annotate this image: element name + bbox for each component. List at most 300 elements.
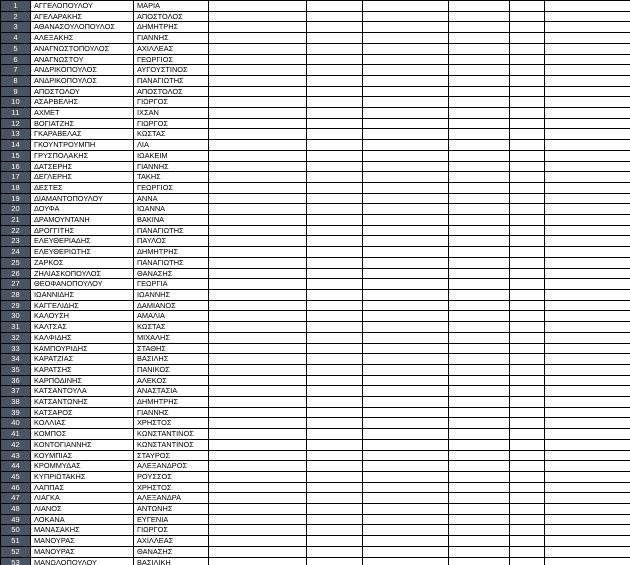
cell-empty[interactable] xyxy=(545,354,630,365)
cell-empty[interactable] xyxy=(449,150,510,161)
cell-surname[interactable]: ΓΚΑΡΑΒΕΛΑΣ xyxy=(31,129,134,140)
cell-empty[interactable] xyxy=(363,129,449,140)
cell-empty[interactable] xyxy=(363,236,449,247)
cell-surname[interactable]: ΚΥΠΡΙΩΤΑΚΗΣ xyxy=(31,471,134,482)
row-header[interactable]: 38 xyxy=(1,397,31,408)
cell-empty[interactable] xyxy=(209,257,307,268)
cell-first-name[interactable]: ΣΤΑΥΡΟΣ xyxy=(134,450,209,461)
cell-empty[interactable] xyxy=(510,140,545,151)
cell-first-name[interactable]: ΛΙΑ xyxy=(134,140,209,151)
cell-first-name[interactable]: ΓΕΩΡΓΙΟΣ xyxy=(134,54,209,65)
cell-empty[interactable] xyxy=(449,525,510,536)
cell-first-name[interactable]: ΔΗΜΗΤΡΗΣ xyxy=(134,247,209,258)
cell-empty[interactable] xyxy=(363,140,449,151)
cell-empty[interactable] xyxy=(209,268,307,279)
row-header[interactable]: 45 xyxy=(1,471,31,482)
cell-empty[interactable] xyxy=(545,343,630,354)
row-header[interactable]: 20 xyxy=(1,204,31,215)
row-header[interactable]: 36 xyxy=(1,375,31,386)
cell-empty[interactable] xyxy=(307,536,363,547)
cell-surname[interactable]: ΜΑΝΩΛΟΠΟΥΛΟΥ xyxy=(31,557,134,565)
cell-empty[interactable] xyxy=(363,332,449,343)
cell-empty[interactable] xyxy=(307,493,363,504)
cell-first-name[interactable]: ΑΠΟΣΤΟΛΟΣ xyxy=(134,86,209,97)
cell-empty[interactable] xyxy=(510,493,545,504)
cell-empty[interactable] xyxy=(307,75,363,86)
cell-surname[interactable]: ΛΙΑΝΟΣ xyxy=(31,504,134,515)
cell-empty[interactable] xyxy=(363,386,449,397)
cell-empty[interactable] xyxy=(545,289,630,300)
cell-first-name[interactable]: ΑΝΤΩΝΗΣ xyxy=(134,504,209,515)
cell-empty[interactable] xyxy=(307,546,363,557)
cell-empty[interactable] xyxy=(209,514,307,525)
row-header[interactable]: 14 xyxy=(1,140,31,151)
cell-empty[interactable] xyxy=(545,407,630,418)
cell-empty[interactable] xyxy=(449,482,510,493)
cell-empty[interactable] xyxy=(449,161,510,172)
row-header[interactable]: 13 xyxy=(1,129,31,140)
cell-first-name[interactable]: ΓΕΩΡΓΙΑ xyxy=(134,279,209,290)
cell-surname[interactable]: ΑΓΓΕΛΟΠΟΥΛΟΥ xyxy=(31,1,134,12)
cell-empty[interactable] xyxy=(545,386,630,397)
cell-surname[interactable]: ΛΟΚΑΝΑ xyxy=(31,514,134,525)
cell-empty[interactable] xyxy=(363,450,449,461)
cell-first-name[interactable]: ΑΜΑΛΙΑ xyxy=(134,311,209,322)
cell-empty[interactable] xyxy=(363,161,449,172)
cell-empty[interactable] xyxy=(363,182,449,193)
cell-empty[interactable] xyxy=(363,375,449,386)
cell-empty[interactable] xyxy=(510,461,545,472)
cell-empty[interactable] xyxy=(545,11,630,22)
cell-empty[interactable] xyxy=(209,439,307,450)
cell-empty[interactable] xyxy=(363,118,449,129)
cell-empty[interactable] xyxy=(363,397,449,408)
cell-empty[interactable] xyxy=(363,204,449,215)
cell-empty[interactable] xyxy=(209,482,307,493)
cell-empty[interactable] xyxy=(449,182,510,193)
cell-surname[interactable]: ΑΝΔΡΙΚΟΠΟΥΛΟΣ xyxy=(31,75,134,86)
cell-empty[interactable] xyxy=(307,450,363,461)
cell-empty[interactable] xyxy=(545,215,630,226)
cell-empty[interactable] xyxy=(545,161,630,172)
row-header[interactable]: 1 xyxy=(1,1,31,12)
cell-empty[interactable] xyxy=(545,140,630,151)
cell-empty[interactable] xyxy=(363,86,449,97)
cell-empty[interactable] xyxy=(510,289,545,300)
cell-empty[interactable] xyxy=(307,257,363,268)
cell-empty[interactable] xyxy=(363,65,449,76)
cell-empty[interactable] xyxy=(209,236,307,247)
cell-empty[interactable] xyxy=(545,332,630,343)
cell-empty[interactable] xyxy=(545,429,630,440)
cell-first-name[interactable]: ΒΑΣΙΛΗΣ xyxy=(134,354,209,365)
cell-surname[interactable]: ΑΓΕΛΑΡΑΚΗΣ xyxy=(31,11,134,22)
cell-empty[interactable] xyxy=(307,525,363,536)
row-header[interactable]: 12 xyxy=(1,118,31,129)
cell-first-name[interactable]: ΔΑΜΙΑΝΟΣ xyxy=(134,300,209,311)
cell-surname[interactable]: ΔΕΣΤΕΣ xyxy=(31,182,134,193)
cell-empty[interactable] xyxy=(307,43,363,54)
cell-first-name[interactable]: ΚΩΣΤΑΣ xyxy=(134,129,209,140)
cell-first-name[interactable]: ΓΙΩΡΓΟΣ xyxy=(134,118,209,129)
cell-empty[interactable] xyxy=(209,354,307,365)
cell-empty[interactable] xyxy=(545,279,630,290)
row-header[interactable]: 25 xyxy=(1,257,31,268)
cell-empty[interactable] xyxy=(545,557,630,565)
cell-empty[interactable] xyxy=(449,332,510,343)
cell-first-name[interactable]: ΠΑΥΛΟΣ xyxy=(134,236,209,247)
cell-empty[interactable] xyxy=(209,172,307,183)
cell-empty[interactable] xyxy=(307,279,363,290)
cell-first-name[interactable]: ΒΑΚΙΝΑ xyxy=(134,215,209,226)
cell-empty[interactable] xyxy=(510,11,545,22)
cell-empty[interactable] xyxy=(307,1,363,12)
row-header[interactable]: 17 xyxy=(1,172,31,183)
cell-empty[interactable] xyxy=(449,257,510,268)
cell-empty[interactable] xyxy=(209,247,307,258)
cell-empty[interactable] xyxy=(510,354,545,365)
cell-empty[interactable] xyxy=(307,204,363,215)
cell-empty[interactable] xyxy=(510,557,545,565)
cell-empty[interactable] xyxy=(510,54,545,65)
cell-empty[interactable] xyxy=(449,375,510,386)
cell-first-name[interactable]: ΑΛΕΞΑΝΔΡΑ xyxy=(134,493,209,504)
cell-empty[interactable] xyxy=(510,97,545,108)
cell-empty[interactable] xyxy=(363,54,449,65)
cell-empty[interactable] xyxy=(307,54,363,65)
cell-empty[interactable] xyxy=(545,247,630,258)
cell-empty[interactable] xyxy=(307,97,363,108)
cell-surname[interactable]: ΔΙΑΜΑΝΤΟΠΟΥΛΟΥ xyxy=(31,193,134,204)
cell-empty[interactable] xyxy=(209,418,307,429)
cell-empty[interactable] xyxy=(363,514,449,525)
cell-empty[interactable] xyxy=(209,108,307,119)
cell-first-name[interactable]: ΔΗΜΗΤΡΗΣ xyxy=(134,397,209,408)
cell-empty[interactable] xyxy=(307,557,363,565)
cell-empty[interactable] xyxy=(363,439,449,450)
row-header[interactable]: 27 xyxy=(1,279,31,290)
cell-surname[interactable]: ΚΑΤΣΑΡΟΣ xyxy=(31,407,134,418)
cell-empty[interactable] xyxy=(307,354,363,365)
row-header[interactable]: 6 xyxy=(1,54,31,65)
cell-empty[interactable] xyxy=(510,86,545,97)
cell-empty[interactable] xyxy=(545,225,630,236)
cell-first-name[interactable]: ΒΑΣΙΛΙΚΗ xyxy=(134,557,209,565)
cell-empty[interactable] xyxy=(307,397,363,408)
cell-empty[interactable] xyxy=(510,429,545,440)
cell-surname[interactable]: ΚΑΤΣΑΝΤΟΥΛΑ xyxy=(31,386,134,397)
cell-empty[interactable] xyxy=(510,257,545,268)
row-header[interactable]: 7 xyxy=(1,65,31,76)
cell-empty[interactable] xyxy=(510,482,545,493)
cell-empty[interactable] xyxy=(510,247,545,258)
cell-empty[interactable] xyxy=(209,193,307,204)
row-header[interactable]: 39 xyxy=(1,407,31,418)
cell-first-name[interactable]: ΤΑΚΗΣ xyxy=(134,172,209,183)
cell-first-name[interactable]: ΚΩΣΤΑΣ xyxy=(134,322,209,333)
cell-first-name[interactable]: ΜΙΧΑΛΗΣ xyxy=(134,332,209,343)
cell-empty[interactable] xyxy=(545,322,630,333)
cell-first-name[interactable]: ΕΥΓΕΝΙΑ xyxy=(134,514,209,525)
cell-empty[interactable] xyxy=(545,97,630,108)
cell-empty[interactable] xyxy=(545,450,630,461)
cell-empty[interactable] xyxy=(449,1,510,12)
cell-empty[interactable] xyxy=(510,504,545,515)
cell-empty[interactable] xyxy=(510,343,545,354)
cell-first-name[interactable]: ΑΠΟΣΤΟΛΟΣ xyxy=(134,11,209,22)
cell-empty[interactable] xyxy=(363,557,449,565)
cell-empty[interactable] xyxy=(510,268,545,279)
cell-first-name[interactable]: ΑΝΑΣΤΑΣΙΑ xyxy=(134,386,209,397)
cell-empty[interactable] xyxy=(449,322,510,333)
cell-empty[interactable] xyxy=(449,225,510,236)
cell-empty[interactable] xyxy=(449,11,510,22)
cell-empty[interactable] xyxy=(449,439,510,450)
cell-empty[interactable] xyxy=(307,225,363,236)
cell-empty[interactable] xyxy=(545,546,630,557)
cell-empty[interactable] xyxy=(307,182,363,193)
cell-empty[interactable] xyxy=(510,311,545,322)
cell-empty[interactable] xyxy=(363,225,449,236)
cell-first-name[interactable]: ΑΛΕΞΑΝΔΡΟΣ xyxy=(134,461,209,472)
row-header[interactable]: 3 xyxy=(1,22,31,33)
cell-first-name[interactable]: ΑΥΓΟΥΣΤΙΝΟΣ xyxy=(134,65,209,76)
cell-empty[interactable] xyxy=(449,247,510,258)
cell-empty[interactable] xyxy=(363,1,449,12)
cell-empty[interactable] xyxy=(209,322,307,333)
cell-surname[interactable]: ΘΕΟΦΑΝΟΠΟΥΛΟΥ xyxy=(31,279,134,290)
cell-empty[interactable] xyxy=(545,482,630,493)
cell-empty[interactable] xyxy=(449,354,510,365)
cell-empty[interactable] xyxy=(545,536,630,547)
cell-empty[interactable] xyxy=(363,215,449,226)
cell-surname[interactable]: ΖΗΛΙΑΣΚΟΠΟΥΛΟΣ xyxy=(31,268,134,279)
cell-empty[interactable] xyxy=(510,536,545,547)
row-header[interactable]: 26 xyxy=(1,268,31,279)
cell-surname[interactable]: ΔΡΟΓΓΙΤΗΣ xyxy=(31,225,134,236)
cell-empty[interactable] xyxy=(209,54,307,65)
cell-first-name[interactable]: ΓΙΑΝΝΗΣ xyxy=(134,161,209,172)
cell-empty[interactable] xyxy=(363,172,449,183)
cell-empty[interactable] xyxy=(545,43,630,54)
row-header[interactable]: 37 xyxy=(1,386,31,397)
cell-empty[interactable] xyxy=(307,322,363,333)
cell-empty[interactable] xyxy=(363,257,449,268)
cell-empty[interactable] xyxy=(363,193,449,204)
cell-empty[interactable] xyxy=(209,332,307,343)
cell-empty[interactable] xyxy=(363,482,449,493)
cell-empty[interactable] xyxy=(510,129,545,140)
cell-empty[interactable] xyxy=(545,461,630,472)
cell-empty[interactable] xyxy=(363,343,449,354)
row-header[interactable]: 24 xyxy=(1,247,31,258)
cell-surname[interactable]: ΑΠΟΣΤΟΛΟΥ xyxy=(31,86,134,97)
cell-empty[interactable] xyxy=(209,461,307,472)
row-header[interactable]: 19 xyxy=(1,193,31,204)
cell-empty[interactable] xyxy=(510,193,545,204)
cell-empty[interactable] xyxy=(545,1,630,12)
row-header[interactable]: 50 xyxy=(1,525,31,536)
cell-empty[interactable] xyxy=(545,375,630,386)
cell-surname[interactable]: ΑΘΑΝΑΣΟΥΛΟΠΟΥΛΟΣ xyxy=(31,22,134,33)
row-header[interactable]: 41 xyxy=(1,429,31,440)
cell-empty[interactable] xyxy=(449,268,510,279)
cell-first-name[interactable]: ΓΕΩΡΓΙΟΣ xyxy=(134,182,209,193)
cell-empty[interactable] xyxy=(510,236,545,247)
cell-empty[interactable] xyxy=(363,43,449,54)
cell-empty[interactable] xyxy=(307,439,363,450)
cell-empty[interactable] xyxy=(307,172,363,183)
cell-empty[interactable] xyxy=(209,429,307,440)
cell-surname[interactable]: ΚΟΜΠΟΣ xyxy=(31,429,134,440)
cell-empty[interactable] xyxy=(363,364,449,375)
cell-first-name[interactable]: ΘΑΝΑΣΗΣ xyxy=(134,546,209,557)
cell-surname[interactable]: ΑΝΑΓΝΩΣΤΟΥ xyxy=(31,54,134,65)
cell-empty[interactable] xyxy=(510,22,545,33)
row-header[interactable]: 11 xyxy=(1,108,31,119)
cell-surname[interactable]: ΑΣΑΡΒΕΛΗΣ xyxy=(31,97,134,108)
cell-surname[interactable]: ΔΡΑΜΟΥΝΤΑΝΗ xyxy=(31,215,134,226)
cell-empty[interactable] xyxy=(363,418,449,429)
cell-empty[interactable] xyxy=(545,65,630,76)
row-header[interactable]: 32 xyxy=(1,332,31,343)
cell-empty[interactable] xyxy=(449,193,510,204)
cell-empty[interactable] xyxy=(449,54,510,65)
row-header[interactable]: 5 xyxy=(1,43,31,54)
cell-empty[interactable] xyxy=(510,108,545,119)
cell-surname[interactable]: ΜΑΝΟΥΡΑΣ xyxy=(31,536,134,547)
cell-surname[interactable]: ΑΝΑΓΝΩΣΤΟΠΟΥΛΟΣ xyxy=(31,43,134,54)
cell-empty[interactable] xyxy=(449,429,510,440)
cell-empty[interactable] xyxy=(545,311,630,322)
row-header[interactable]: 35 xyxy=(1,364,31,375)
row-header[interactable]: 2 xyxy=(1,11,31,22)
cell-empty[interactable] xyxy=(545,236,630,247)
cell-empty[interactable] xyxy=(449,204,510,215)
cell-empty[interactable] xyxy=(307,215,363,226)
cell-empty[interactable] xyxy=(510,43,545,54)
cell-empty[interactable] xyxy=(307,140,363,151)
cell-empty[interactable] xyxy=(510,33,545,44)
cell-empty[interactable] xyxy=(449,461,510,472)
cell-empty[interactable] xyxy=(307,11,363,22)
cell-empty[interactable] xyxy=(307,364,363,375)
cell-surname[interactable]: ΜΑΝΑΣΑΚΗΣ xyxy=(31,525,134,536)
cell-first-name[interactable]: ΙΩΑΝΝΗΣ xyxy=(134,289,209,300)
cell-empty[interactable] xyxy=(209,450,307,461)
cell-empty[interactable] xyxy=(449,140,510,151)
cell-first-name[interactable]: ΑΧΙΛΛΕΑΣ xyxy=(134,536,209,547)
cell-empty[interactable] xyxy=(209,375,307,386)
cell-empty[interactable] xyxy=(545,504,630,515)
cell-empty[interactable] xyxy=(449,279,510,290)
cell-first-name[interactable]: ΓΙΑΝΝΗΣ xyxy=(134,33,209,44)
cell-empty[interactable] xyxy=(209,97,307,108)
cell-empty[interactable] xyxy=(209,300,307,311)
cell-surname[interactable]: ΚΑΓΓΕΛΙΔΗΣ xyxy=(31,300,134,311)
cell-empty[interactable] xyxy=(449,172,510,183)
cell-first-name[interactable]: ΠΑΝΑΓΙΩΤΗΣ xyxy=(134,75,209,86)
row-header[interactable]: 16 xyxy=(1,161,31,172)
cell-empty[interactable] xyxy=(449,418,510,429)
cell-empty[interactable] xyxy=(449,300,510,311)
cell-empty[interactable] xyxy=(545,193,630,204)
cell-empty[interactable] xyxy=(449,386,510,397)
cell-empty[interactable] xyxy=(545,204,630,215)
cell-empty[interactable] xyxy=(209,118,307,129)
cell-empty[interactable] xyxy=(307,268,363,279)
cell-surname[interactable]: ΚΑΡΑΤΣΗΣ xyxy=(31,364,134,375)
cell-surname[interactable]: ΑΧΜΕΤ xyxy=(31,108,134,119)
cell-first-name[interactable]: ΠΑΝΑΓΙΩΤΗΣ xyxy=(134,257,209,268)
cell-surname[interactable]: ΚΑΤΣΑΝΤΩΝΗΣ xyxy=(31,397,134,408)
cell-empty[interactable] xyxy=(510,407,545,418)
cell-empty[interactable] xyxy=(307,108,363,119)
cell-surname[interactable]: ΕΛΕΥΘΕΡΙΩΤΗΣ xyxy=(31,247,134,258)
cell-empty[interactable] xyxy=(307,33,363,44)
cell-empty[interactable] xyxy=(449,129,510,140)
row-header[interactable]: 43 xyxy=(1,450,31,461)
cell-first-name[interactable]: ΑΝΝΑ xyxy=(134,193,209,204)
cell-first-name[interactable]: ΘΑΝΑΣΗΣ xyxy=(134,268,209,279)
cell-surname[interactable]: ΚΟΛΛΙΑΣ xyxy=(31,418,134,429)
row-header[interactable]: 15 xyxy=(1,150,31,161)
cell-empty[interactable] xyxy=(307,375,363,386)
cell-empty[interactable] xyxy=(449,514,510,525)
cell-empty[interactable] xyxy=(307,407,363,418)
cell-empty[interactable] xyxy=(545,471,630,482)
cell-empty[interactable] xyxy=(449,86,510,97)
cell-empty[interactable] xyxy=(209,204,307,215)
cell-surname[interactable]: ΖΑΡΚΟΣ xyxy=(31,257,134,268)
cell-surname[interactable]: ΙΩΑΝΝΙΔΗΣ xyxy=(31,289,134,300)
cell-empty[interactable] xyxy=(510,150,545,161)
row-header[interactable]: 29 xyxy=(1,300,31,311)
cell-empty[interactable] xyxy=(449,33,510,44)
cell-empty[interactable] xyxy=(545,33,630,44)
cell-first-name[interactable]: ΓΙΑΝΝΗΣ xyxy=(134,407,209,418)
cell-empty[interactable] xyxy=(209,279,307,290)
cell-empty[interactable] xyxy=(209,311,307,322)
row-header[interactable]: 31 xyxy=(1,322,31,333)
cell-empty[interactable] xyxy=(449,364,510,375)
cell-empty[interactable] xyxy=(307,471,363,482)
row-header[interactable]: 9 xyxy=(1,86,31,97)
cell-surname[interactable]: ΛΙΑΓΚΑ xyxy=(31,493,134,504)
cell-empty[interactable] xyxy=(363,546,449,557)
cell-empty[interactable] xyxy=(510,215,545,226)
cell-empty[interactable] xyxy=(363,150,449,161)
cell-empty[interactable] xyxy=(307,300,363,311)
cell-empty[interactable] xyxy=(545,525,630,536)
cell-empty[interactable] xyxy=(545,439,630,450)
cell-empty[interactable] xyxy=(209,1,307,12)
cell-empty[interactable] xyxy=(307,311,363,322)
row-header[interactable]: 53 xyxy=(1,557,31,565)
cell-empty[interactable] xyxy=(545,75,630,86)
cell-empty[interactable] xyxy=(545,493,630,504)
cell-first-name[interactable]: ΠΑΝΑΓΙΩΤΗΣ xyxy=(134,225,209,236)
cell-surname[interactable]: ΚΑΛΤΣΑΣ xyxy=(31,322,134,333)
row-header[interactable]: 30 xyxy=(1,311,31,322)
cell-empty[interactable] xyxy=(510,161,545,172)
cell-first-name[interactable]: ΧΡΗΣΤΟΣ xyxy=(134,482,209,493)
cell-empty[interactable] xyxy=(510,397,545,408)
cell-surname[interactable]: ΛΑΠΠΑΣ xyxy=(31,482,134,493)
cell-empty[interactable] xyxy=(363,33,449,44)
row-header[interactable]: 33 xyxy=(1,343,31,354)
cell-empty[interactable] xyxy=(209,33,307,44)
